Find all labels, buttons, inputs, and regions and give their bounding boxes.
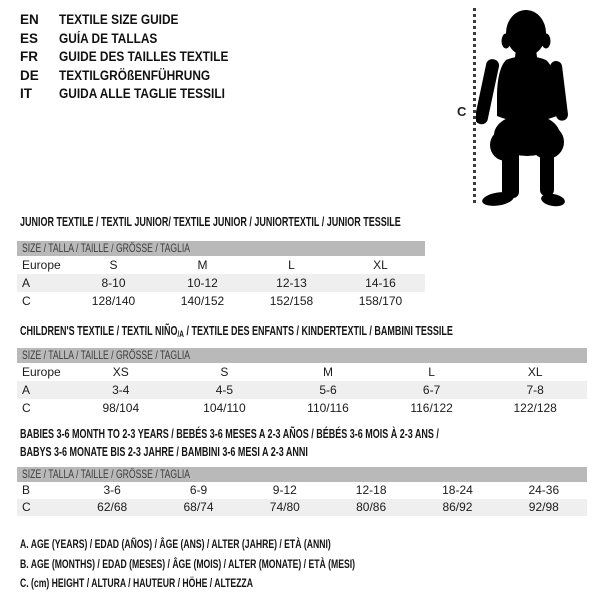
table-row-height xyxy=(17,399,587,417)
language-label-text: TEXTILGRÖßENFÜHRUNG xyxy=(59,67,211,83)
size-header-text: SIZE / TALLA / TAILLE / GRÖSSE / TAGLIA xyxy=(22,467,191,481)
language-label xyxy=(59,11,195,30)
footnote-legend xyxy=(20,535,485,594)
column-header: L xyxy=(428,365,435,379)
row-label: B xyxy=(22,483,31,497)
table-cell: 62/68 xyxy=(97,500,128,514)
size-header-bar xyxy=(17,241,425,256)
table-cell: 116/122 xyxy=(410,401,453,415)
children-title-pre: CHILDREN'S TEXTILE / TEXTIL NIÑO xyxy=(20,324,178,338)
language-row-en xyxy=(20,11,252,30)
language-label-text: GUIDE DES TAILLES TEXTILE xyxy=(59,49,229,64)
language-label xyxy=(59,67,231,86)
row-label: Europe xyxy=(22,365,61,379)
junior-section-title xyxy=(20,216,549,230)
height-figure xyxy=(450,0,600,215)
table-cell: 128/140 xyxy=(91,294,136,308)
table-row-age xyxy=(17,274,425,292)
language-code: DE xyxy=(20,67,39,83)
language-row-es xyxy=(20,30,252,49)
babies-size-table xyxy=(17,467,587,516)
column-header: S xyxy=(109,258,118,272)
row-label: C xyxy=(22,294,31,308)
table-cell: 74/80 xyxy=(269,500,300,514)
table-row-months xyxy=(17,482,587,499)
footnote-text: C. (cm) HEIGHT / ALTURA / HAUTEUR / HÖHE / ALTEZZA xyxy=(20,576,253,590)
language-code: ES xyxy=(20,30,39,46)
table-cell: 140/152 xyxy=(180,294,225,308)
language-label xyxy=(59,48,252,67)
table-cell: 80/86 xyxy=(356,500,387,514)
table-row-europe xyxy=(17,363,587,381)
table-cell: 86/92 xyxy=(442,500,473,514)
table-cell: 10-12 xyxy=(187,276,218,290)
table-row-height xyxy=(17,499,587,516)
row-label: A xyxy=(22,276,31,290)
babies-section-title-line1 xyxy=(20,428,600,442)
table-cell: 4-5 xyxy=(215,383,234,397)
column-header: L xyxy=(288,258,295,272)
table-cell: 3-6 xyxy=(103,483,121,497)
language-label-text: GUÍA DE TALLAS xyxy=(59,30,158,46)
table-cell: 12-13 xyxy=(276,276,307,290)
language-label xyxy=(59,85,248,104)
junior-section-title-text: JUNIOR TEXTILE / TEXTIL JUNIOR/ TEXTILE JUNIOR / JUNIORTEXTIL / JUNIOR TESSILE xyxy=(20,215,401,229)
size-header-text: SIZE / TALLA / TAILLE / GRÖSSE / TAGLIA xyxy=(22,348,191,362)
size-header-text: SIZE / TALLA / TAILLE / GRÖSSE / TAGLIA xyxy=(22,241,191,255)
table-cell: 92/98 xyxy=(528,500,559,514)
table-cell: 6-7 xyxy=(422,383,441,397)
language-row-de xyxy=(20,67,252,86)
table-cell: 152/158 xyxy=(269,294,314,308)
babies-section-title-line2-text: BABYS 3-6 MONATE BIS 2-3 JAHRE / BAMBINI 3-6 MESI A 2-3 ANNI xyxy=(20,445,308,459)
column-header: XS xyxy=(112,365,129,379)
children-section-title xyxy=(20,325,600,342)
row-label: C xyxy=(22,500,31,514)
babies-section-title-line1-text: BABIES 3-6 MONTH TO 2-3 YEARS / BEBÉS 3-6 MESES A 2-3 AÑOS / BÉBÉS 3-6 MOIS À 2-3 ANS / xyxy=(20,427,439,441)
table-cell: 3-4 xyxy=(112,383,130,397)
column-header: M xyxy=(197,258,208,272)
column-header: XL xyxy=(527,365,543,379)
height-measure-label: C xyxy=(457,104,467,119)
table-row-europe xyxy=(17,256,425,274)
language-label-text: TEXTILE SIZE GUIDE xyxy=(59,12,179,27)
table-cell: 158/170 xyxy=(358,294,403,308)
children-title-subscript: /A xyxy=(177,329,184,339)
footnote-text: B. AGE (MONTHS) / EDAD (MESES) / ÂGE (MOIS) / ALTER (MONATE) / ETÀ (MESI) xyxy=(20,556,356,571)
table-row-age xyxy=(17,381,587,399)
language-label-text: GUIDA ALLE TAGLIE TESSILI xyxy=(59,86,225,101)
children-section-title-text xyxy=(20,325,453,342)
table-cell: 68/74 xyxy=(183,500,214,514)
table-cell: 6-9 xyxy=(189,483,208,497)
footnote-age-months xyxy=(20,555,485,575)
column-header: XL xyxy=(373,258,388,272)
language-list xyxy=(20,11,252,104)
language-row-fr xyxy=(20,48,252,67)
table-cell: 110/116 xyxy=(307,401,349,415)
table-cell: 8-10 xyxy=(101,276,126,290)
size-header-bar xyxy=(17,467,587,482)
language-label xyxy=(59,30,171,49)
row-label: A xyxy=(22,383,31,397)
column-header: M xyxy=(322,365,333,379)
language-row-it xyxy=(20,85,252,104)
babies-section-title-line2 xyxy=(20,446,420,460)
table-cell: 9-12 xyxy=(272,483,297,497)
language-code: FR xyxy=(20,49,38,64)
table-cell: 122/128 xyxy=(513,401,557,415)
row-label: Europe xyxy=(22,258,61,272)
size-header-bar xyxy=(17,348,587,363)
table-row-height xyxy=(17,292,425,310)
column-header: S xyxy=(220,365,229,379)
children-size-table xyxy=(17,348,587,417)
footnote-text: A. AGE (YEARS) / EDAD (AÑOS) / ÂGE (ANS) / ALTER (JAHRE) / ETÀ (ANNI) xyxy=(20,537,331,551)
table-cell: 5-6 xyxy=(319,383,337,397)
table-cell: 24-36 xyxy=(528,483,560,497)
table-cell: 104/110 xyxy=(203,401,246,415)
table-cell: 12-18 xyxy=(355,483,387,497)
children-title-post: / TEXTILE DES ENFANTS / KINDERTEXTIL / BAMBINI TESSILE xyxy=(183,324,453,338)
table-cell: 98/104 xyxy=(102,401,140,415)
row-label: C xyxy=(22,401,31,415)
junior-size-table xyxy=(17,241,425,310)
table-cell: 14-16 xyxy=(365,276,396,290)
language-code: IT xyxy=(20,86,32,101)
table-cell: 7-8 xyxy=(526,383,544,397)
table-cell: 18-24 xyxy=(442,483,473,497)
footnote-height-cm xyxy=(20,574,485,594)
toddler-silhouette-icon xyxy=(476,8,572,210)
language-code: EN xyxy=(20,12,39,27)
footnote-age-years xyxy=(20,535,485,555)
